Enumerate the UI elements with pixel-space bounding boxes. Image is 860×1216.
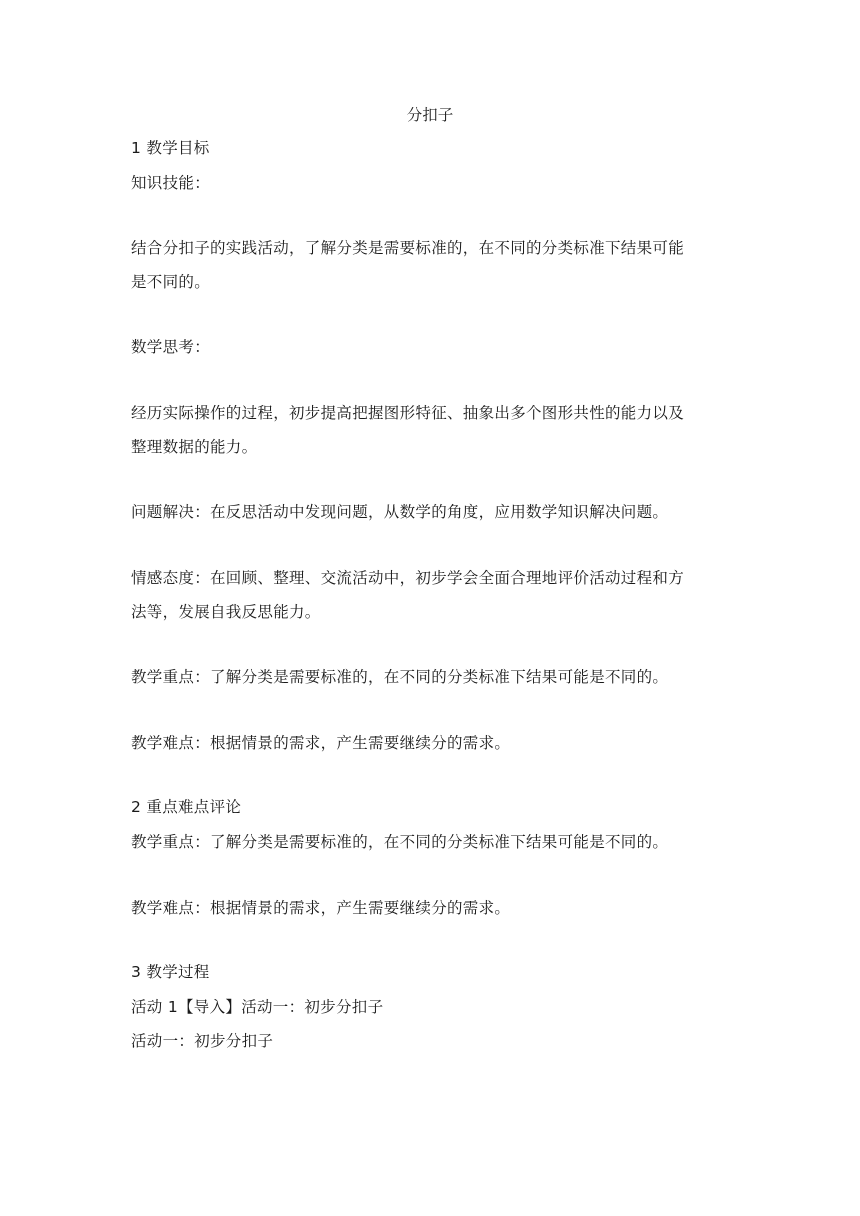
paragraph-problem-solving: 问题解决：在反思活动中发现问题，从数学的角度，应用数学知识解决问题。 [131, 503, 669, 521]
section-heading-process: 3 教学过程 [131, 963, 210, 981]
paragraph-difficulty: 教学难点：根据情景的需求，产生需要继续分的需求。 [131, 734, 511, 752]
paragraph-line: 法等，发展自我反思能力。 [131, 603, 321, 621]
document-title: 分扣子 [406, 106, 454, 124]
subheading-math-thinking: 数学思考： [131, 338, 211, 356]
section-heading-objectives: 1 教学目标 [131, 139, 210, 157]
paragraph-line: 经历实际操作的过程，初步提高把握图形特征、抽象出多个图形共性的能力以及 [131, 404, 685, 422]
paragraph-line: 整理数据的能力。 [131, 438, 258, 456]
paragraph-line: 情感态度：在回顾、整理、交流活动中，初步学会全面合理地评价活动过程和方 [131, 569, 685, 587]
paragraph-key-point: 教学重点：了解分类是需要标准的，在不同的分类标准下结果可能是不同的。 [131, 833, 669, 851]
paragraph-line: 结合分扣子的实践活动，了解分类是需要标准的，在不同的分类标准下结果可能 [131, 239, 685, 257]
paragraph-line: 是不同的。 [131, 273, 211, 291]
subheading-knowledge-skills: 知识技能： [131, 174, 211, 192]
paragraph-difficulty: 教学难点：根据情景的需求，产生需要继续分的需求。 [131, 899, 511, 917]
activity-title: 活动一：初步分扣子 [131, 1032, 274, 1050]
paragraph-key-point: 教学重点：了解分类是需要标准的，在不同的分类标准下结果可能是不同的。 [131, 668, 669, 686]
section-heading-key-points: 2 重点难点评论 [131, 798, 242, 816]
activity-heading: 活动 1【导入】活动一：初步分扣子 [131, 998, 384, 1016]
